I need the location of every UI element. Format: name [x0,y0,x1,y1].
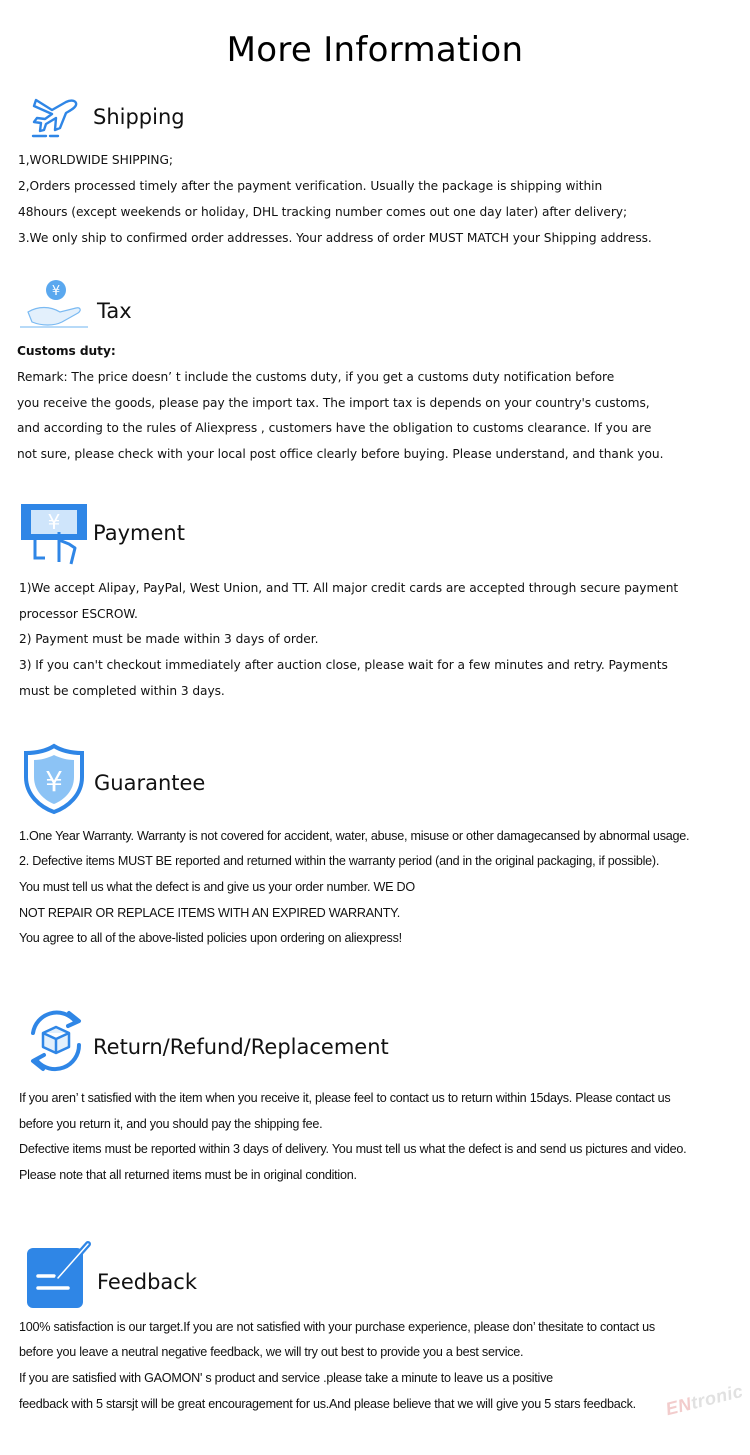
shipping-line: 3.We only ship to confirmed order addresses. Your address of order MUST MATCH your Shipping address. [18,231,652,245]
card-payment-icon [19,502,89,568]
watermark [664,1381,746,1420]
tax-line: Remark: The price doesn’ t include the customs duty, if you get a customs duty notification before [17,370,615,384]
edit-document-icon [24,1240,94,1310]
guarantee-line: 1.One Year Warranty. Warranty is not covered for accident, water, abuse, misuse or other damagecansed by abnormal usage. [19,829,690,843]
shield-yen-icon [22,743,86,815]
guarantee-line: 2. Defective items MUST BE reported and returned within the warranty period (and in the original packaging, if possible). [19,854,660,868]
tax-line: not sure, please check with your local post office clearly before buying. Please understand, and thank you. [17,447,664,461]
feedback-line: If you are satisfied with GAOMON' s product and service .please take a minute to leave us a positive [19,1371,553,1385]
payment-line: processor ESCROW. [19,607,138,621]
tax-subheading: Customs duty: [17,344,116,358]
feedback-line: before you leave a neutral negative feedback, we will try out best to provide you a best service. [19,1345,524,1359]
shipping-title: Shipping [93,105,185,129]
payment-line: 3) If you can't checkout immediately after auction close, please wait for a few minutes and retry. Payments [19,658,668,672]
svg-text:¥: ¥ [51,284,61,299]
airplane-icon [30,92,82,140]
payment-title: Payment [93,521,185,545]
refresh-box-icon [21,1003,89,1075]
guarantee-line: You must tell us what the defect is and give us your order number. WE DO [19,880,415,894]
payment-line: 2) Payment must be made within 3 days of order. [19,632,319,646]
shipping-line: 1,WORLDWIDE SHIPPING; [18,153,173,167]
feedback-line: feedback with 5 starsjt will be great encouragement for us.And please believe that we will give you 5 stars feedback. [19,1397,636,1411]
payment-line: 1)We accept Alipay, PayPal, West Union, and TT. All major credit cards are accepted through secure payment [19,581,679,595]
shipping-line: 48hours (except weekends or holiday, DHL tracking number comes out one day later) after delivery; [18,205,627,219]
returns-line: Defective items must be reported within 3 days of delivery. You must tell us what the defect is and send us pictures and video. [19,1142,687,1156]
guarantee-line: NOT REPAIR OR REPLACE ITEMS WITH AN EXPIRED WARRANTY. [19,906,400,920]
returns-line: If you aren’ t satisfied with the item when you receive it, please feel to contact us to return within 15days. Please contact us [19,1091,671,1105]
feedback-title: Feedback [97,1270,198,1294]
page-title: More Information [226,30,524,70]
returns-line: Please note that all returned items must be in original condition. [19,1168,357,1182]
returns-line: before you return it, and you should pay the shipping fee. [19,1117,323,1131]
guarantee-title: Guarantee [94,771,206,795]
tax-title: Tax [97,299,132,323]
tax-line: you receive the goods, please pay the import tax. The import tax is depends on your country's customs, [17,396,650,410]
returns-title: Return/Refund/Replacement [93,1035,389,1059]
svg-text:¥: ¥ [45,765,63,798]
hand-coin-icon [18,276,94,330]
shipping-line: 2,Orders processed timely after the payment verification. Usually the package is shipping within [18,179,603,193]
watermark-prefix: EN [663,1393,694,1420]
payment-line: must be completed within 3 days. [19,684,225,698]
svg-text:¥: ¥ [47,510,61,534]
guarantee-line: You agree to all of the above-listed policies upon ordering on aliexpress! [19,931,402,945]
watermark-rest: tronic [688,1380,746,1413]
tax-line: and according to the rules of Aliexpress , customers have the obligation to customs clearance. If you are [17,421,652,435]
feedback-line: 100% satisfaction is our target.If you are not satisfied with your purchase experience, please don’ thesitate to contact us [19,1320,655,1334]
